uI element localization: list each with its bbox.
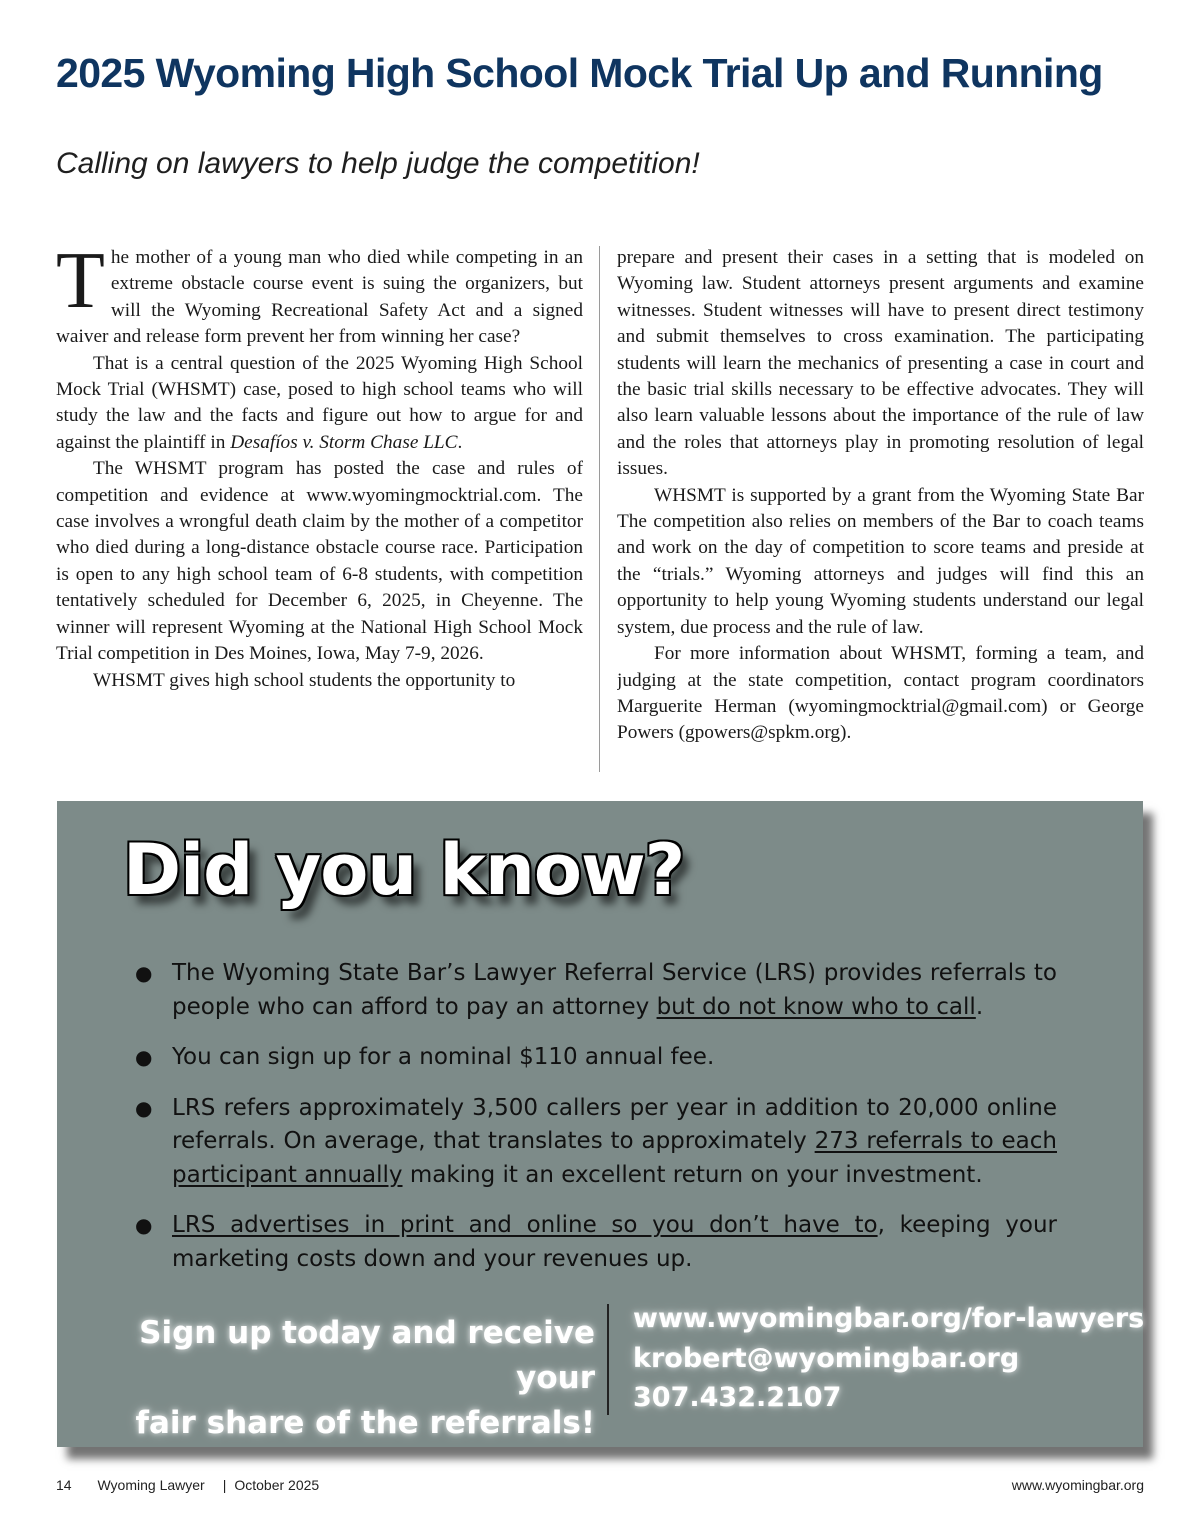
ad-bullet-list [135, 957, 1057, 1293]
ad-bullet-2-text: You can sign up for a nominal $110 annual fee. [172, 1044, 715, 1070]
ad-bullet-3-text: LRS refers approximately 3,500 callers per year in addition to 20,000 online referrals. On average, that translates to approximately [172, 1094, 1057, 1154]
ad-website-link[interactable]: www.wyomingbar.org/for-lawyers [633, 1303, 1145, 1334]
article-flow [56, 245, 583, 694]
bullet-icon: ● [135, 1095, 153, 1120]
ad-bullet-4-underlined: LRS advertises in print and online so you don’t have to [172, 1212, 878, 1238]
ad-bullet-3-underlined: 273 referrals to each participant annually [172, 1128, 1057, 1188]
ad-bullet-1-text: The Wyoming State Bar’s Lawyer Referral Service (LRS) provides referrals to people who can afford to pay an attorney [172, 960, 1057, 1020]
footer-separator: | [222, 1477, 227, 1493]
paragraph-6: For more information about WHSMT, forming a team, and judging at the state competition, contact program coordinators Marguerite Herman (wyomingmocktrial@gmail.com) or George Powers (gpowers@spkm.org). [617, 643, 1144, 744]
ad-bullet-4-end: , keeping your marketing costs down and your revenues up. [172, 1212, 1057, 1272]
ad-title: Did you know? [123, 829, 685, 911]
paragraph-2-end: . [457, 431, 463, 453]
ad-call-to-action [77, 1311, 595, 1446]
page-footer [56, 1477, 1144, 1497]
paragraph-1-text: he mother of a young man who died while competing in an extreme obstacle course event is suing the organizers, but will the Wyoming Recreational Safety Act and a signed waiver and release form prevent her from winning her case? [56, 247, 583, 348]
cta-line-1: Sign up today and receive your [139, 1315, 595, 1396]
drop-cap: T [56, 245, 105, 325]
ad-bullet-1-underlined: but do not know who to call [656, 993, 976, 1020]
ad-bullet-3-end: making it an excellent return on your investment. [402, 1161, 983, 1188]
did-you-know-ad [57, 801, 1143, 1447]
footer-left [56, 1477, 327, 1493]
cta-line-2: fair share of the referrals! [135, 1405, 595, 1441]
paragraph-3: The WHSMT program has posted the case and rules of competition and evidence at www.wyomingmocktrial.com. The case involves a wrongful death claim by the mother of a competitor who died during a long-distance obstacle course race. Participation is open to any high school team of 6-8 students, with competition tentatively scheduled for December 6, 2025, in Cheyenne. The winner will represent Wyoming at the National High School Mock Trial competition in Des Moines, Iowa, May 7-9, 2026. [56, 458, 583, 665]
ad-bullet-1 [135, 957, 1057, 1024]
article-headline: 2025 Wyoming High School Mock Trial Up and Running [56, 50, 1103, 96]
ad-email-link[interactable]: krobert@wyomingbar.org [633, 1342, 1020, 1374]
bullet-icon: ● [135, 961, 153, 985]
column-divider [599, 246, 600, 772]
article-subhead: Calling on lawyers to help judge the competition! [56, 147, 700, 180]
ad-contacts [633, 1299, 1145, 1418]
bullet-icon: ● [135, 1213, 153, 1237]
ad-bullet-3 [135, 1092, 1057, 1193]
paragraph-5: WHSMT is supported by a grant from the Wyoming State Bar The competition also relies on members of the Bar to coach teams and work on the day of competition to score teams and preside at the “trials.” Wyoming attorneys and judges will find this an opportunity to help young Wyoming students understand our legal system, due process and the rule of law. [617, 484, 1144, 638]
paragraph-1 [56, 245, 583, 351]
article-column-right [617, 245, 1144, 775]
ad-bullet-2 [135, 1041, 1057, 1075]
issue-date: October 2025 [234, 1477, 320, 1493]
cta-divider [607, 1304, 609, 1415]
publication-name: Wyoming Lawyer [97, 1477, 205, 1493]
ad-phone[interactable]: 307.432.2107 [633, 1382, 842, 1413]
ad-bullet-4 [135, 1209, 1057, 1276]
article-column-left [56, 245, 583, 775]
footer-website[interactable]: www.wyomingbar.org [1011, 1477, 1144, 1493]
paragraph-4-start: WHSMT gives high school students the opportunity to [93, 669, 516, 691]
paragraph-4-cont: prepare and present their cases in a setting that is modeled on Wyoming law. Student attorneys present arguments and examine witnesses. Student witnesses will have to present direct testimony and submit themselves to cross examination. The participating students will learn the mechanics of presenting a case in court and the basic trial skills necessary to be effective advocates. They will also learn valuable lessons about the importance of the rule of law and the roles that attorneys play in promoting resolution of legal issues. [617, 247, 1144, 480]
paragraph-2-text: That is a central question of the 2025 Wyoming High School Mock Trial (WHSMT) case, posed to high school teams who will study the law and the facts and figure out how to argue for and against the plaintiff in [56, 352, 583, 453]
paragraph-2 [56, 351, 583, 457]
page-number: 14 [56, 1477, 72, 1493]
bullet-icon: ● [135, 1045, 153, 1069]
ad-bullet-1-end: . [975, 993, 984, 1020]
case-name: Desafíos v. Storm Chase LLC [230, 431, 458, 453]
